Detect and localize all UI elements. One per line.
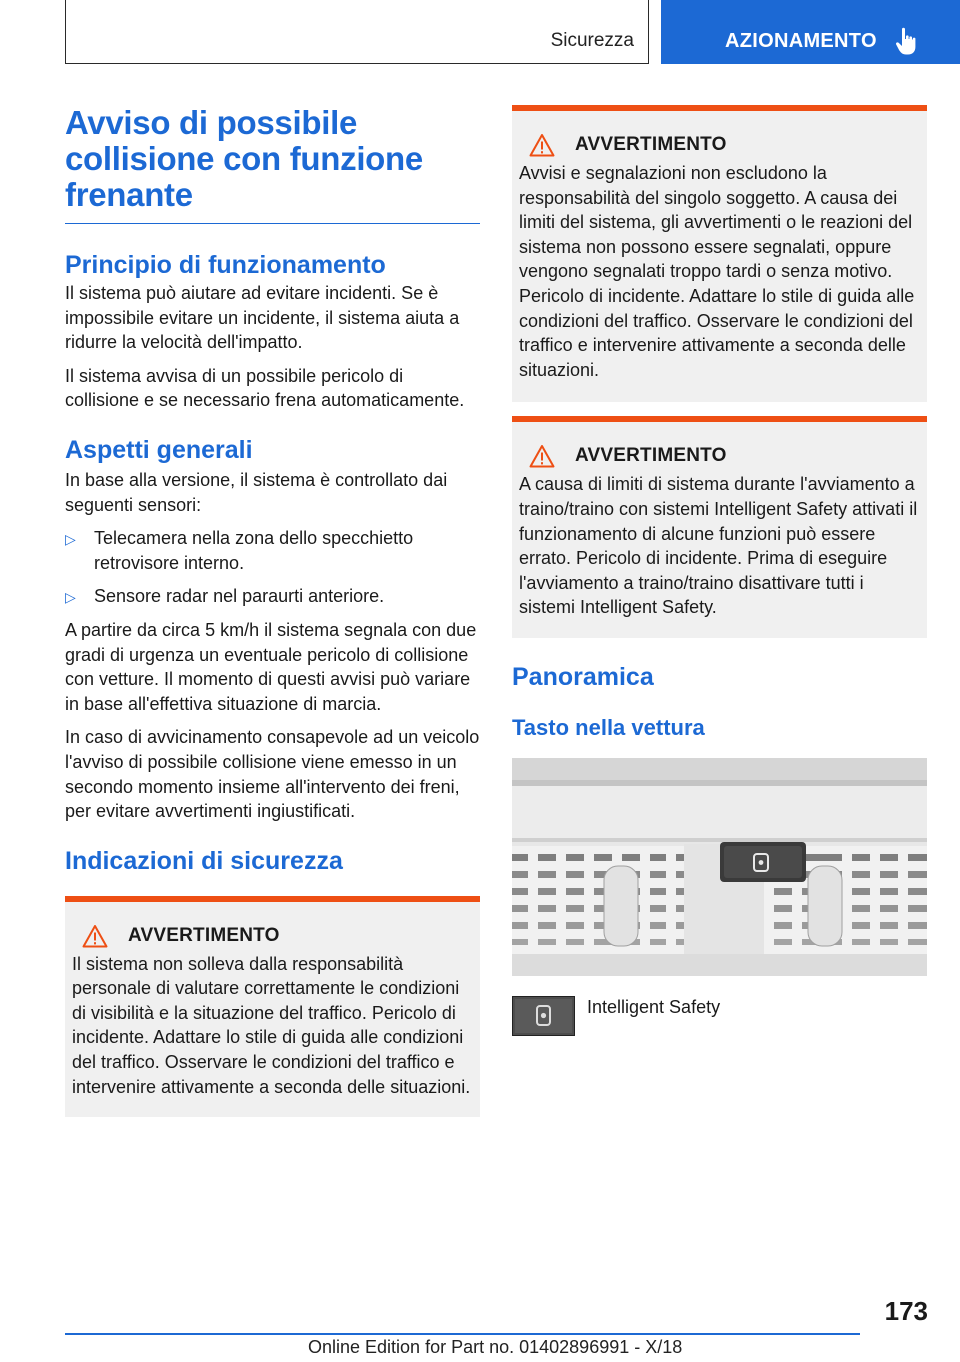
hand-pointer-icon <box>895 26 919 56</box>
list-item-text: Telecamera nella zona dello specchietto retrovisore interno. <box>94 528 414 573</box>
list-item-text: Sensore radar nel paraurti anteriore. <box>94 586 385 607</box>
heading-sicurezza: Indicazioni di sicurezza <box>65 846 343 875</box>
warning-box-1 <box>65 896 480 1118</box>
warning-triangle-icon <box>82 924 108 948</box>
right-column <box>512 105 927 1036</box>
aspetti-intro: In base alla versione, il sistema è controllato dai seguenti sensori: <box>65 469 448 515</box>
page-title: Avviso di possibile collisione con funzione frenante <box>65 105 480 224</box>
heading-aspetti: Aspetti generali <box>65 435 253 464</box>
heading-principio: Principio di funzionamento <box>65 251 386 279</box>
dashboard-button-photo <box>512 758 927 976</box>
sensor-list <box>65 526 480 609</box>
left-column <box>65 105 480 1117</box>
warning-text: Il sistema non solleva dalla responsabilità personale di valutare correttamente le condizioni di visibilità e la situazione del traffico. Pericolo di incidente. Adattare lo stile di guida alle condizioni del traffico. Osservare le condizioni del traffico e intervenire attivamente a seconda delle situazioni. <box>72 953 471 1097</box>
warning-triangle-icon <box>529 444 555 468</box>
warning-title: AVVERTIMENTO <box>128 924 280 946</box>
list-item <box>65 526 480 575</box>
warning-title: AVVERTIMENTO <box>575 134 727 155</box>
principio-paragraph-1: Il sistema può aiutare ad evitare incidenti. Se è impossibile evitare un incidente, il sistema aiuta a ridurre la velocità dell'impatto. <box>65 283 460 353</box>
warning-text: Avvisi e segnalazioni non escludono la responsabilità del singolo soggetto. A causa dei limiti del sistema, gli avvertimenti o le reazioni del sistema non possono essere segnalati, oppure vengono segnalati troppo tardi o senza motivo. Pericolo di incidente. Adattare lo stile di guida alle condizioni del traffico. Osservare le condizioni del traffico e intervenire attivamente a seconda delle situazioni. <box>519 163 915 380</box>
warning-box-2 <box>512 105 927 402</box>
button-label: Intelligent Safety <box>587 996 721 1017</box>
footer-divider <box>65 1333 860 1335</box>
triangle-bullet-icon: ▷ <box>65 589 76 606</box>
aspetti-paragraph-2: In caso di avvicinamento consapevole ad un veicolo l'avviso di possibile collisione viene emesso in un secondo momento insieme all'intervento dei freni, per evitare avvertimenti ingiustificati. <box>65 727 480 822</box>
warning-triangle-icon <box>529 133 555 157</box>
page-number: 173 <box>884 1296 928 1326</box>
chapter-tab-label: AZIONAMENTO <box>725 30 877 52</box>
header-section-box <box>65 0 649 64</box>
section-title: Sicurezza <box>550 30 634 51</box>
footer-edition: Online Edition for Part no. 01402896991 - X/18 <box>308 1337 683 1357</box>
heading-panoramica: Panoramica <box>512 662 654 691</box>
aspetti-paragraph-1: A partire da circa 5 km/h il sistema segnala con due gradi di urgenza un eventuale pericolo di collisione con vetture. Il momento di questi avvisi può variare in base all'effettiva situazione di marcia. <box>65 619 477 714</box>
intelligent-safety-button-icon <box>512 996 575 1036</box>
warning-box-3 <box>512 416 927 638</box>
warning-title: AVVERTIMENTO <box>575 445 727 467</box>
warning-text: A causa di limiti di sistema durante l'avviamento a traino/traino con sistemi Intelligent Safety attivati il funzionamento di alcune funzioni può essere errato. Pericolo di incidente. Prima di eseguire l'avviamento a traino/traino disattivare tutti i sistemi Intelligent Safety. <box>519 474 918 618</box>
principio-paragraph-2: Il sistema avvisa di un possibile pericolo di collisione e se necessario frena automaticamente. <box>65 365 465 411</box>
triangle-bullet-icon: ▷ <box>65 531 76 548</box>
chapter-tab[interactable] <box>661 0 960 64</box>
heading-tasto: Tasto nella vettura <box>512 714 705 740</box>
list-item <box>65 584 480 609</box>
button-legend <box>512 996 927 1036</box>
